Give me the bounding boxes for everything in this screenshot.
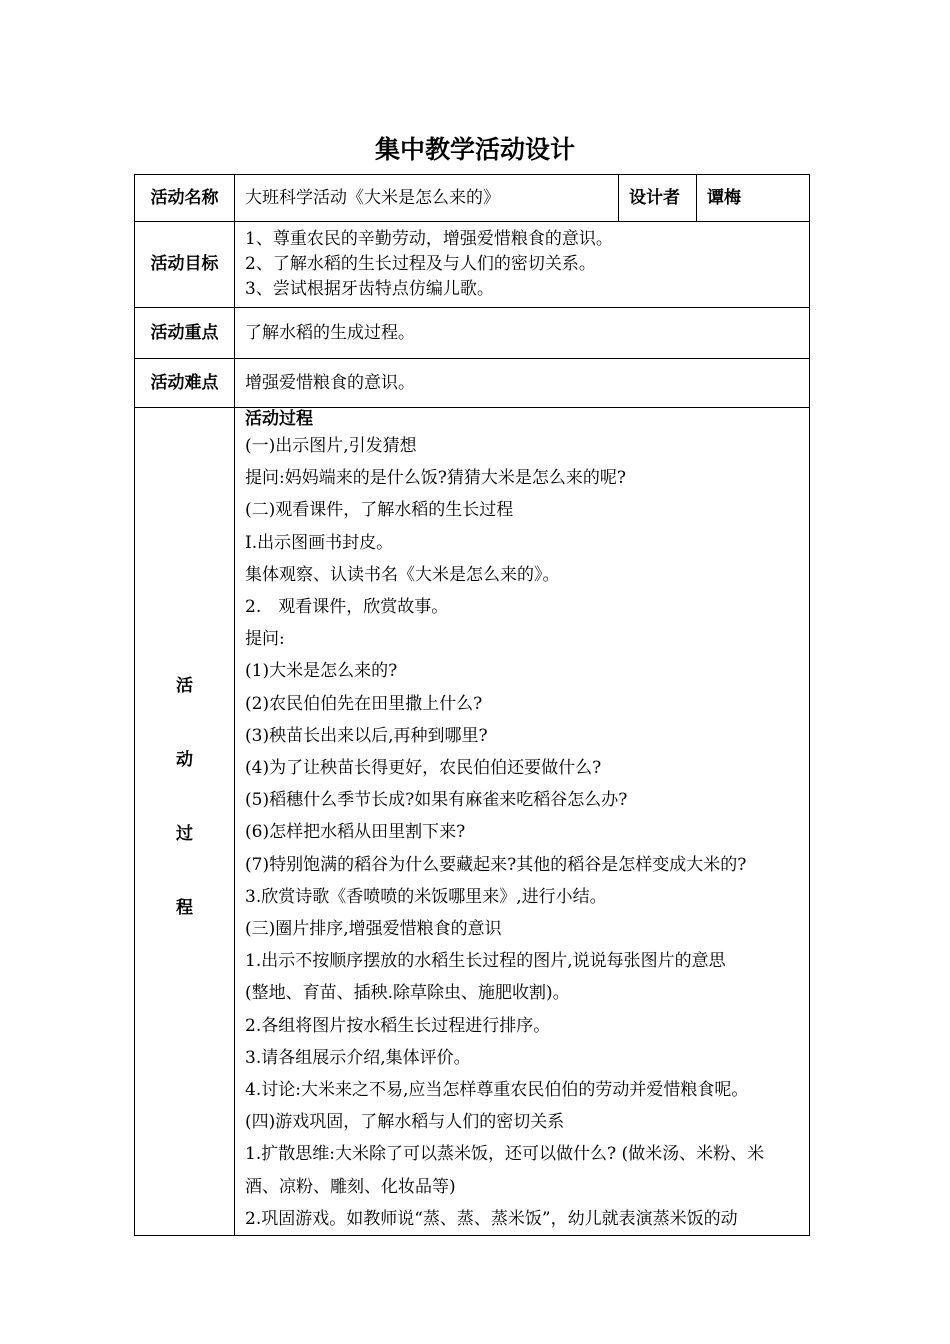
process-line: 1.扩散思维:大米除了可以蒸米饭，还可以做什么? (做米汤、米粉、米 — [245, 1144, 765, 1165]
process-line: (6)怎样把水稻从田里割下来? — [245, 822, 466, 843]
process-line: 提问: — [245, 629, 285, 650]
process-line: 2.各组将图片按水稻生长过程进行排序。 — [245, 1015, 551, 1036]
process-line: I.出示图画书封皮。 — [245, 532, 394, 553]
process-line: 1.出示不按顺序摆放的水稻生长过程的图片,说说每张图片的意思 — [245, 951, 726, 972]
activity-goals-list — [235, 222, 810, 308]
activity-process-label — [135, 408, 235, 1236]
activity-focus-row — [135, 308, 810, 359]
process-line: 集体观察、认读书名《大米是怎么来的》。 — [245, 564, 560, 585]
process-line: (7)特别饱满的稻谷为什么要藏起来?其他的稻谷是怎样变成大米的? — [245, 854, 747, 875]
process-label-char: 程 — [176, 897, 193, 918]
activity-focus-value: 了解水稻的生成过程。 — [235, 308, 810, 359]
goal-item: 1、尊重农民的辛勤劳动，增强爱惜粮食的意识。 — [245, 229, 613, 249]
process-line: (4)为了让秧苗长得更好，农民伯伯还要做什么? — [245, 758, 602, 779]
activity-plan-table — [134, 174, 810, 1236]
process-line: (整地、育苗、插秧.除草除虫、施肥收割)。 — [245, 983, 570, 1004]
activity-goals-row — [135, 222, 810, 308]
process-line: (四)游戏巩固，了解水稻与人们的密切关系 — [245, 1112, 565, 1133]
activity-difficulty-row — [135, 359, 810, 408]
activity-name-label: 活动名称 — [135, 175, 235, 222]
process-line: (1)大米是怎么来的? — [245, 661, 398, 682]
activity-name-value: 大班科学活动《大米是怎么来的》 — [235, 175, 619, 222]
process-heading: 活动过程 — [245, 409, 313, 429]
designer-label: 设计者 — [619, 175, 697, 222]
goal-item: 2、了解水稻的生长过程及与人们的密切关系。 — [245, 254, 596, 274]
process-line: (一)出示图片,引发猜想 — [245, 436, 417, 456]
process-line: (三)圈片排序,增强爱惜粮食的意识 — [245, 919, 502, 940]
goal-item: 3、尝试根据牙齿特点仿编儿歌。 — [245, 279, 494, 299]
activity-process-content — [235, 408, 810, 1236]
process-label-char: 过 — [176, 823, 193, 844]
process-line: 3.请各组展示介绍,集体评价。 — [245, 1047, 471, 1068]
activity-name-row — [135, 175, 810, 222]
activity-focus-label: 活动重点 — [135, 308, 235, 359]
process-line: (5)稻穗什么季节长成?如果有麻雀来吃稻谷怎么办? — [245, 790, 628, 811]
process-line: 3.欣赏诗歌《香喷喷的米饭哪里来》,进行小结。 — [245, 886, 607, 907]
activity-difficulty-label: 活动难点 — [135, 359, 235, 408]
process-line: 2. 观看课件，欣赏故事。 — [245, 597, 449, 618]
process-line: 酒、凉粉、雕刻、化妆品等) — [245, 1176, 456, 1197]
document-title: 集中教学活动设计 — [374, 135, 575, 164]
process-line: 2.巩固游戏。如教师说“蒸、蒸、蒸米饭”，幼儿就表演蒸米饭的动 — [245, 1208, 738, 1229]
process-label-char: 动 — [176, 749, 193, 770]
process-line: (2)农民伯伯先在田里撒上什么? — [245, 693, 483, 714]
process-line: (二)观看课件，了解水稻的生长过程 — [245, 500, 514, 521]
process-line: 提问:妈妈端来的是什么饭?猜猜大米是怎么来的呢? — [245, 468, 626, 489]
designer-value: 谭梅 — [697, 175, 810, 222]
activity-process-row — [135, 408, 810, 1236]
activity-goals-label: 活动目标 — [135, 222, 235, 308]
process-line: (3)秧苗长出来以后,再种到哪里? — [245, 725, 488, 746]
process-label-char: 活 — [176, 675, 193, 696]
activity-difficulty-value: 增强爱惜粮食的意识。 — [235, 359, 810, 408]
process-line: 4.讨论:大米来之不易,应当怎样尊重农民伯伯的劳动并爱惜粮食呢。 — [245, 1080, 749, 1101]
